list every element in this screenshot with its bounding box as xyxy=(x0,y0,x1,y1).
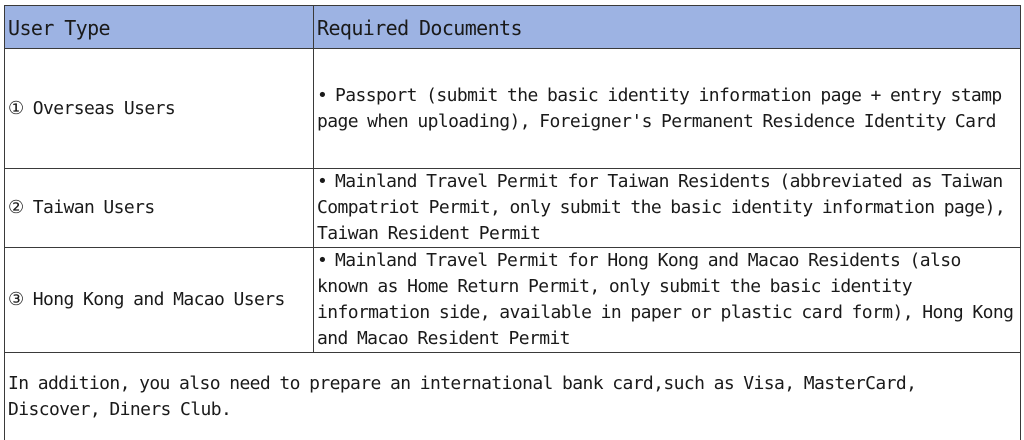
table-row xyxy=(5,169,1021,248)
footer-note: In addition, you also need to prepare an international bank card,such as Visa, MasterCard, Discover, Diners Club. xyxy=(8,372,917,420)
documents-description: Mainland Travel Permit for Hong Kong and Macao Residents (also known as Home Return Permit, only submit the basic identity information side, available in paper or plastic card form), Hong Kong and Macao Resident Permit xyxy=(317,250,1014,349)
documents-description: Passport (submit the basic identity information page + entry stamp page when uploading), Foreigner's Permanent Residence Identity Card xyxy=(317,84,1002,132)
table-row xyxy=(5,49,1021,169)
user-type-cell: ② Taiwan Users xyxy=(5,169,314,248)
bullet-icon: • xyxy=(317,171,328,192)
header-required-documents: Required Documents xyxy=(314,6,1021,49)
header-user-type: User Type xyxy=(5,6,314,49)
documents-text xyxy=(317,248,1020,352)
documents-text xyxy=(317,83,1020,135)
documents-description: Mainland Travel Permit for Taiwan Residents (abbreviated as Taiwan Compatriot Permit, only submit the basic identity information page), Taiwan Resident Permit xyxy=(317,171,1006,244)
footer-note-cell xyxy=(5,353,1021,440)
bullet-icon: • xyxy=(317,250,328,271)
user-type-cell: ③ Hong Kong and Macao Users xyxy=(5,248,314,353)
required-documents-table xyxy=(4,5,1021,440)
table-edge-rule xyxy=(1020,435,1021,440)
documents-cell xyxy=(314,49,1021,169)
documents-cell xyxy=(314,169,1021,248)
table-row xyxy=(5,248,1021,353)
documents-cell xyxy=(314,248,1021,353)
table-footer-row xyxy=(5,353,1021,440)
user-type-cell: ① Overseas Users xyxy=(5,49,314,169)
table-header-row xyxy=(5,6,1021,49)
documents-text xyxy=(317,169,1020,247)
bullet-icon: • xyxy=(317,84,328,106)
